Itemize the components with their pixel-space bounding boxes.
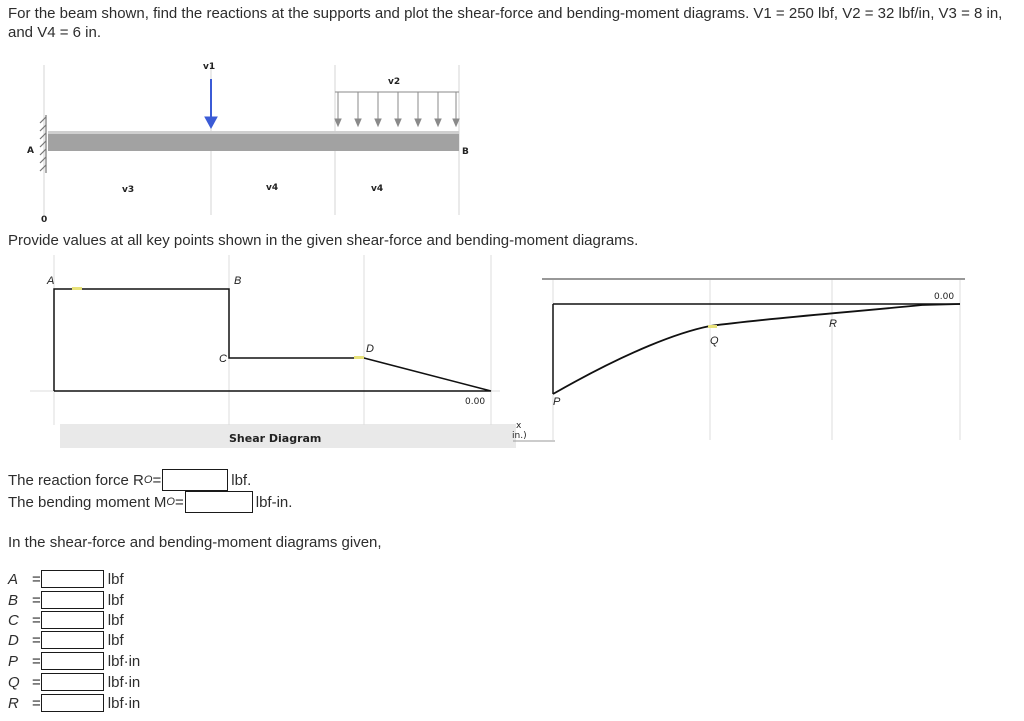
problem-statement: For the beam shown, find the reactions at the supports and plot the shear-force and bending-moment diagrams. V1 = 250 lbf, V2 = 32 lbf/in, V3 = 8 in, and V4 = 6 in. [8,5,1003,41]
load-v2-label: v2 [388,77,401,87]
beam-figure [0,55,520,230]
shear-label-c: C [219,353,227,365]
answer-input-d[interactable] [41,631,104,649]
bending-moment-sub: O [166,496,175,508]
answer-row-b: B = lbf [8,591,124,609]
answer-input-p[interactable] [41,652,104,670]
answer-input-r[interactable] [41,694,104,712]
moment-diagram [510,270,970,450]
shear-label-a: A [47,275,55,287]
dim-v4-second-label: v4 [371,184,384,194]
answer-row-r: R = lbf·in [8,694,141,712]
reaction-force-input[interactable] [162,469,228,491]
answer-row-d: D = lbf [8,631,124,649]
bending-moment-label: The bending moment M [8,493,167,511]
point-load-arrow [205,79,217,128]
answer-input-q[interactable] [41,673,104,691]
moment-label-p: P [553,396,561,408]
moment-label-q: Q [710,335,719,347]
load-v1-label: v1 [203,62,216,72]
support-a-label: A [27,146,34,156]
moment-zero-label: 0.00 [934,292,955,302]
shear-label-b: B [234,275,242,287]
reaction-force-sub: O [143,474,153,486]
instruction-text: Provide values at all key points shown in the given shear-force and bending-moment diagrams. [8,232,639,249]
moment-label-r: R [829,318,837,330]
diagram-intro: In the shear-force and bending-moment diagrams given, [8,534,382,551]
distributed-load [335,92,459,126]
bending-moment-unit: lbf-in. [255,493,293,511]
answer-input-b[interactable] [41,591,104,609]
bending-moment-line: The bending moment M O = lbf-in. [8,491,292,513]
x-unit-label: in.) [512,431,527,441]
dim-v4-first-label: v4 [266,183,279,193]
moment-curve [553,304,960,394]
answer-input-c[interactable] [41,611,104,629]
reaction-force-line: The reaction force R O = lbf. [8,469,251,491]
origin-label: 0 [41,215,48,225]
shear-diagram [0,255,520,430]
fixed-support [40,115,46,173]
answer-row-a: A = lbf [8,570,124,588]
shear-label-d: D [366,343,374,355]
dim-v3-label: v3 [122,185,135,195]
shear-curve [54,289,491,391]
x-axis-label: x [516,421,522,431]
reaction-force-unit: lbf. [231,471,252,489]
shear-zero-label: 0.00 [465,397,486,407]
answer-row-q: Q = lbf·in [8,673,141,691]
bending-moment-input[interactable] [185,491,253,513]
answer-input-a[interactable] [41,570,104,588]
answer-row-p: P = lbf·in [8,652,141,670]
end-b-label: B [462,147,469,157]
answer-row-c: C = lbf [8,611,124,629]
reaction-force-label: The reaction force R [8,471,144,489]
shear-diagram-title: Shear Diagram [229,432,322,445]
